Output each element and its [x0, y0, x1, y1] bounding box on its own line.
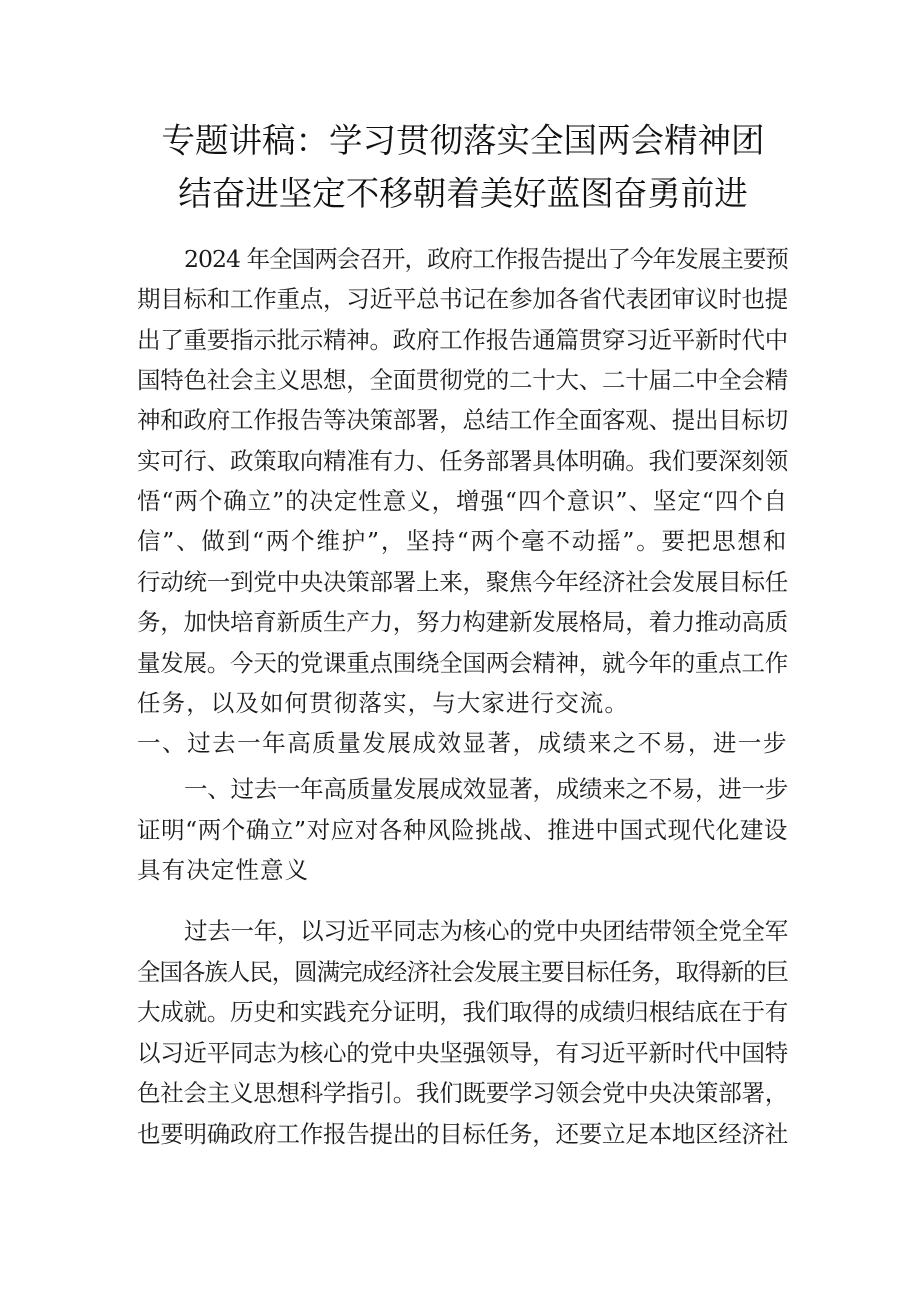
heading-line: 一、过去一年高质量发展成效显著，成绩来之不易，进一步 [184, 775, 788, 803]
text-line: 任务，以及如何贯彻落实，与大家进行交流。 [137, 689, 629, 717]
text-line: 以习近平同志为核心的党中央坚强领导，有习近平新时代中国特 [137, 1039, 788, 1067]
text-line: 过去一年，以习近平同志为核心的党中央团结带领全党全军 [184, 917, 788, 945]
heading-line: 证明“两个确立”对应对各种风险挑战、推进中国式现代化建设 [137, 816, 788, 844]
text-line: 全国各族人民，圆满完成经济社会发展主要目标任务，取得新的巨 [137, 958, 788, 986]
text-line: 神和政府工作报告等决策部署，总结工作全面客观、提出目标切 [137, 406, 788, 434]
text-line: 信”、做到“两个维护”，坚持“两个毫不动摇”。要把思想和 [137, 527, 788, 555]
text-line: 行动统一到党中央决策部署上来，聚焦今年经济社会发展目标任 [137, 568, 788, 596]
text-line: 务，加快培育新质生产力，努力构建新发展格局，着力推动高质 [137, 608, 788, 636]
text-line: 国特色社会主义思想，全面贯彻党的二十大、二十届二中全会精 [137, 366, 788, 394]
title-line: 结奋进坚定不移朝着美好蓝图奋勇前进 [178, 174, 748, 213]
text-line: 大成就。历史和实践充分证明，我们取得的成绩归根结底在于有 [137, 998, 788, 1026]
text-line: 一、过去一年高质量发展成效显著，成绩来之不易，进一步 [137, 729, 788, 757]
text-line: 出了重要指示批示精神。政府工作报告通篇贯穿习近平新时代中 [137, 326, 788, 354]
text-line: 期目标和工作重点，习近平总书记在参加各省代表团审议时也提 [137, 285, 788, 313]
title-line: 专题讲稿：学习贯彻落实全国两会精神团 [161, 121, 765, 160]
document-title [138, 114, 788, 220]
text-line: 悟“两个确立”的决定性意义，增强“四个意识”、坚定“四个自 [137, 487, 788, 515]
text-line: 2024 年全国两会召开，政府工作报告提出了今年发展主要预 [184, 245, 788, 273]
text-line: 也要明确政府工作报告提出的目标任务，还要立足本地区经济社 [137, 1120, 788, 1148]
text-line: 实可行、政策取向精准有力、任务部署具体明确。我们要深刻领 [137, 447, 788, 475]
text-line: 色社会主义思想科学指引。我们既要学习领会党中央决策部署， [137, 1079, 788, 1107]
heading-line: 具有决定性意义 [137, 856, 310, 884]
text-line: 量发展。今天的党课重点围绕全国两会精神，就今年的重点工作 [137, 649, 788, 677]
